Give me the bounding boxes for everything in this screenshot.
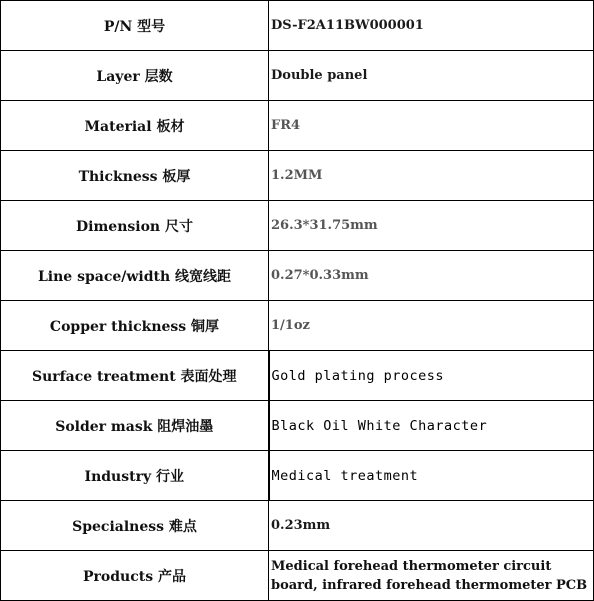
spec-label: Dimension 尺寸 — [1, 201, 269, 251]
spec-row-part-number — [1, 1, 594, 51]
spec-label: Specialness 难点 — [1, 501, 269, 551]
spec-value: Medical treatment — [269, 451, 594, 501]
spec-row-material — [1, 101, 594, 151]
spec-value: Gold plating process — [269, 351, 594, 401]
spec-label: Industry 行业 — [1, 451, 269, 501]
spec-value: Black Oil White Character — [269, 401, 594, 451]
spec-row-dimension — [1, 201, 594, 251]
spec-label: Thickness 板厚 — [1, 151, 269, 201]
spec-label: Layer 层数 — [1, 51, 269, 101]
spec-label: Surface treatment 表面处理 — [1, 351, 269, 401]
spec-label: Copper thickness 铜厚 — [1, 301, 269, 351]
spec-row-solder-mask — [1, 401, 594, 451]
spec-label: Products 产品 — [1, 551, 269, 601]
spec-row-specialness — [1, 501, 594, 551]
spec-value: 1/1oz — [269, 301, 594, 351]
spec-row-surface-treatment — [1, 351, 594, 401]
spec-value: 0.27*0.33mm — [269, 251, 594, 301]
spec-row-industry — [1, 451, 594, 501]
spec-value: Double panel — [269, 51, 594, 101]
spec-row-line-space-width — [1, 251, 594, 301]
spec-value: 0.23mm — [269, 501, 594, 551]
spec-row-layer — [1, 51, 594, 101]
spec-row-copper-thickness — [1, 301, 594, 351]
spec-label: Solder mask 阻焊油墨 — [1, 401, 269, 451]
spec-value: 1.2MM — [269, 151, 594, 201]
spec-label: Material 板材 — [1, 101, 269, 151]
spec-row-products — [1, 551, 594, 601]
spec-value: 26.3*31.75mm — [269, 201, 594, 251]
spec-row-thickness — [1, 151, 594, 201]
spec-value: DS-F2A11BW000001 — [269, 1, 594, 51]
spec-value: FR4 — [269, 101, 594, 151]
spec-label: Line space/width 线宽线距 — [1, 251, 269, 301]
spec-label: P/N 型号 — [1, 1, 269, 51]
spec-value: Medical forehead thermometer circuit board, infrared forehead thermometer PCB — [269, 551, 594, 601]
